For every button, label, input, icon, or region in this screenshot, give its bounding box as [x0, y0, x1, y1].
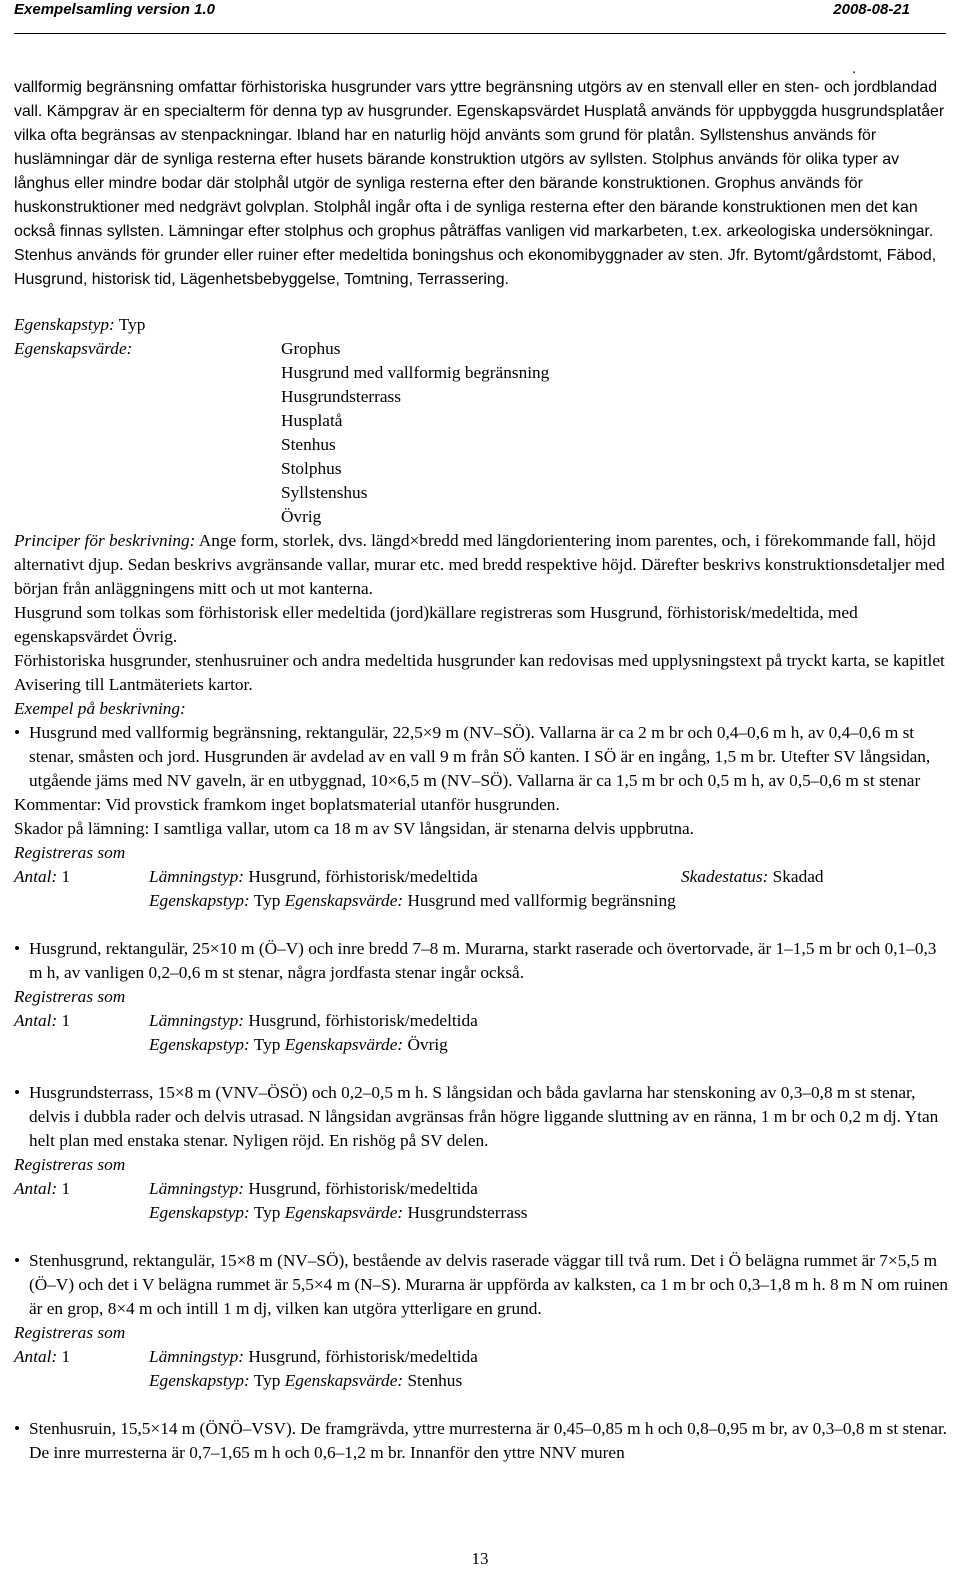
- lamningstyp-label: Lämningstyp:: [149, 867, 245, 886]
- example-item: [14, 1417, 949, 1465]
- registration-row: [14, 1009, 949, 1033]
- bullet-icon: •: [14, 1083, 21, 1102]
- egenskapsvarde-item: Övrig: [281, 507, 322, 526]
- exempel-label: Exempel på beskrivning:: [14, 699, 186, 718]
- header-date: 2008-08-21: [833, 1, 910, 18]
- example-item: [14, 1249, 949, 1321]
- antal-field: [14, 1345, 149, 1369]
- egenskapstyp-value: Typ: [249, 1035, 281, 1054]
- egenskapsvarde-block: [14, 337, 949, 529]
- antal-label: Antal:: [14, 1347, 58, 1366]
- egenskapstyp-value: Typ: [114, 315, 146, 334]
- registration-row: [14, 1177, 949, 1201]
- egenskapsvarde-item: Stenhus: [281, 435, 336, 454]
- egenskapsvarde-item: Stolphus: [281, 459, 342, 478]
- antal-field: [14, 865, 149, 889]
- lamningstyp-field: [149, 865, 681, 889]
- example-text: [29, 1417, 949, 1465]
- skadestatus-value: Skadad: [768, 867, 824, 886]
- lamningstyp-label: Lämningstyp:: [149, 1011, 245, 1030]
- antal-value: 1: [57, 1347, 71, 1366]
- egenskapstyp-label: Egenskapstyp:: [149, 1203, 250, 1222]
- example-description: Husgrund med vallformig begränsning, rektangulär, 22,5×9 m (NV–SÖ). Vallarna är ca 2 m br och 0,4–0,6 m h, av 0,4–0,6 m st stenar, småsten och jord. Husgrunden är avdelad av en vall 9 m från SÖ kanten. I SÖ är en ingång, 1,5 m br. Utefter SV långsidan, utgående jäms med NV gaveln, är en utbyggnad, 10×6,5 m (NV–SÖ). Vallarna är ca 1,5 m br och 0,5 m h, av 0,5–0,6 m st stenar: [29, 723, 931, 790]
- principer-paragraph: [14, 529, 949, 601]
- antal-label: Antal:: [14, 1179, 58, 1198]
- example-comment: Kommentar: Vid provstick framkom inget boplatsmaterial utanför husgrunden.: [14, 795, 560, 814]
- registreras-label: Registreras som: [14, 987, 126, 1006]
- main-content: [14, 313, 949, 1465]
- egenskapsvarde-item: Husgrundsterrass: [281, 387, 401, 406]
- spacer: [14, 1225, 949, 1249]
- antal-value: 1: [57, 1179, 71, 1198]
- egenskapsvarde-value: Övrig: [403, 1035, 448, 1054]
- page-number: 13: [471, 1549, 489, 1568]
- egenskapsvarde-label: Egenskapsvärde:: [284, 1203, 404, 1222]
- egenskapsvarde-item: Husgrund med vallformig begränsning: [281, 363, 550, 382]
- egenskapsvarde-list: [281, 337, 549, 529]
- lamningstyp-field: [149, 1009, 681, 1033]
- principer-paragraph-2: Husgrund som tolkas som förhistorisk eller medeltida (jord)källare registreras som Husgrund, förhistorisk/medeltida, med egenskapsvärdet Övrig.: [14, 603, 858, 646]
- egenskapsvarde-item: Husplatå: [281, 411, 343, 430]
- antal-label: Antal:: [14, 867, 58, 886]
- example-description: Husgrundsterrass, 15×8 m (VNV–ÖSÖ) och 0,2–0,5 m h. S långsidan och båda gavlarna har stenskoning av 0,3–0,8 m st stenar, delvis i dubbla rader och delvis utrasad. N långsidan avgränsas från högre liggande sluttning av en ränna, 1 m br och 0,2 m dj. Ytan helt plan med enstaka stenar. Nyligen röjd. En rishög på SV delen.: [29, 1083, 939, 1150]
- egenskapstyp-value: Typ: [249, 1203, 281, 1222]
- principer-paragraph-3: Förhistoriska husgrunder, stenhusruiner och andra medeltida husgrunder kan redovisas med upplysningstext på tryckt karta, se kapitlet Avisering till Lantmäteriets kartor.: [14, 651, 945, 694]
- lamningstyp-label: Lämningstyp:: [149, 1179, 245, 1198]
- egenskapstyp-value: Typ: [249, 891, 281, 910]
- antal-label: Antal:: [14, 1011, 58, 1030]
- spacer: [14, 913, 949, 937]
- example-item: [14, 721, 949, 793]
- bullet-icon: •: [14, 723, 21, 742]
- antal-value: 1: [57, 1011, 71, 1030]
- example-description: Stenhusruin, 15,5×14 m (ÖNÖ–VSV). De framgrävda, yttre murresterna är 0,45–0,85 m h och 0,8–0,95 m br, av 0,3–0,8 m st stenar. De inre murresterna är 0,7–1,65 m h och 0,6–1,2 m br. Innanför den yttre NNV muren: [29, 1419, 948, 1462]
- example-item: [14, 937, 949, 985]
- registration-row: [14, 865, 949, 889]
- egenskap-row: [14, 1033, 949, 1057]
- egenskapsvarde-value: Husgrundsterrass: [403, 1203, 528, 1222]
- egenskapstyp-line: [14, 313, 949, 337]
- bullet-icon: •: [14, 1419, 21, 1438]
- spacer: [14, 1393, 949, 1417]
- egenskapsvarde-label: Egenskapsvärde:: [284, 1035, 404, 1054]
- egenskapsvarde-value: Stenhus: [403, 1371, 463, 1390]
- egenskapsvarde-label: Egenskapsvärde:: [14, 339, 133, 358]
- header-title: Exempelsamling version 1.0: [14, 1, 215, 18]
- lamningstyp-value: Husgrund, förhistorisk/medeltida: [244, 1347, 478, 1366]
- egenskap-row: [14, 1201, 949, 1225]
- egenskapstyp-label: Egenskapstyp:: [149, 891, 250, 910]
- registration-row: [14, 1345, 949, 1369]
- page-header: [14, 0, 946, 34]
- antal-value: 1: [57, 867, 71, 886]
- lamningstyp-field: [149, 1345, 681, 1369]
- egenskapstyp-label: Egenskapstyp:: [149, 1371, 250, 1390]
- bullet-icon: •: [14, 939, 21, 958]
- skadestatus-label: Skadestatus:: [681, 867, 769, 886]
- egenskapstyp-label: Egenskapstyp:: [149, 1035, 250, 1054]
- antal-field: [14, 1177, 149, 1201]
- lamningstyp-value: Husgrund, förhistorisk/medeltida: [244, 867, 478, 886]
- lamningstyp-label: Lämningstyp:: [149, 1347, 245, 1366]
- lamningstyp-value: Husgrund, förhistorisk/medeltida: [244, 1011, 478, 1030]
- bullet-icon: •: [14, 1251, 21, 1270]
- egenskapsvarde-item: Syllstenshus: [281, 483, 368, 502]
- egenskapstyp-label: Egenskapstyp:: [14, 315, 115, 334]
- principer-label: Principer för beskrivning:: [14, 531, 196, 550]
- egenskap-row: [14, 1369, 949, 1393]
- egenskapsvarde-item: Grophus: [281, 339, 341, 358]
- example-item: [14, 1081, 949, 1153]
- lamningstyp-field: [149, 1177, 681, 1201]
- example-text: [29, 1081, 949, 1153]
- egenskapsvarde-label: Egenskapsvärde:: [284, 891, 404, 910]
- example-text: [29, 1249, 949, 1321]
- registreras-label: Registreras som: [14, 843, 126, 862]
- spacer: [14, 1057, 949, 1081]
- lamningstyp-value: Husgrund, förhistorisk/medeltida: [244, 1179, 478, 1198]
- principer-text: Ange form, storlek, dvs. längd×bredd med längdorientering inom parentes, och, i förekommande fall, höjd alternativt djup. Sedan beskrivs avgränsande vallar, murar etc. med bredd respektive höjd. Därefter beskrivs konstruktionsdetaljer med början från anläggningens mitt och ut mot kanterna.: [14, 531, 945, 598]
- example-text: [29, 721, 949, 793]
- egenskap-row: [14, 889, 949, 913]
- egenskapstyp-value: Typ: [249, 1371, 281, 1390]
- intro-text: [14, 76, 954, 292]
- example-description: Stenhusgrund, rektangulär, 15×8 m (NV–SÖ), bestående av delvis raserade väggar till två rum. Det i Ö belägna rummet är 7×5,5 m (Ö–V) och det i V belägna rummet är 5,5×4 m (N–S). Murarna är uppförda av kalksten, ca 1 m br och 0,3–1,8 m h. 8 m N om ruinen är en grop, 8×4 m och intill 1 m dj, vilken kan utgöra ytterligare en grund.: [29, 1251, 949, 1318]
- skadestatus-field: [681, 865, 824, 889]
- example-text: [29, 937, 949, 985]
- example-damage: Skador på lämning: I samtliga vallar, utom ca 18 m av SV långsidan, är stenarna delvis uppbrutna.: [14, 819, 695, 838]
- egenskapsvarde-value: Husgrund med vallformig begränsning: [403, 891, 676, 910]
- registreras-label: Registreras som: [14, 1155, 126, 1174]
- egenskapsvarde-label: Egenskapsvärde:: [284, 1371, 404, 1390]
- intro-paragraph: vallformig begränsning omfattar förhistoriska husgrunder vars yttre begränsning utgörs av en stenvall eller en sten- och jordblandad vall. Kämpgrav är en specialterm för denna typ av husgrunder. Egenskapsvärdet Husplatå används för uppbyggda husgrundsplatåer vilka ofta begränsas av stenpackningar. Ibland har en naturlig höjd använts som grund för platån. Syllstenshus används för huslämningar där de synliga resterna efter husets bärande konstruktion utgörs av syllsten. Stolphus används för olika typer av långhus eller mindre bodar där stolphål utgör de synliga resterna efter den bärande konstruktionen. Grophus används för huskonstruktioner med nedgrävt golvplan. Stolphål ingår ofta i de synliga resterna efter den bärande konstruktionen men det kan också finnas syllsten. Lämningar efter stolphus och grophus påträffas vanligen vid markarbeten, t.ex. arkeologiska undersökningar. Stenhus används för grunder eller ruiner efter medeltida boningshus och ekonomibyggnader av sten. Jfr. Bytomt/gårdstomt, Fäbod, Husgrund, historisk tid, Lägenhetsbebyggelse, Tomtning, Terrassering.: [14, 79, 945, 288]
- registreras-label: Registreras som: [14, 1323, 126, 1342]
- antal-field: [14, 1009, 149, 1033]
- example-description: Husgrund, rektangulär, 25×10 m (Ö–V) och inre bredd 7–8 m. Murarna, starkt raserade och övertorvade, är 1–1,5 m br och 0,1–0,3 m h, av vanligen 0,2–0,6 m st stenar, några jordfasta stenar ingår också.: [29, 939, 937, 982]
- stray-dot: .: [851, 60, 856, 77]
